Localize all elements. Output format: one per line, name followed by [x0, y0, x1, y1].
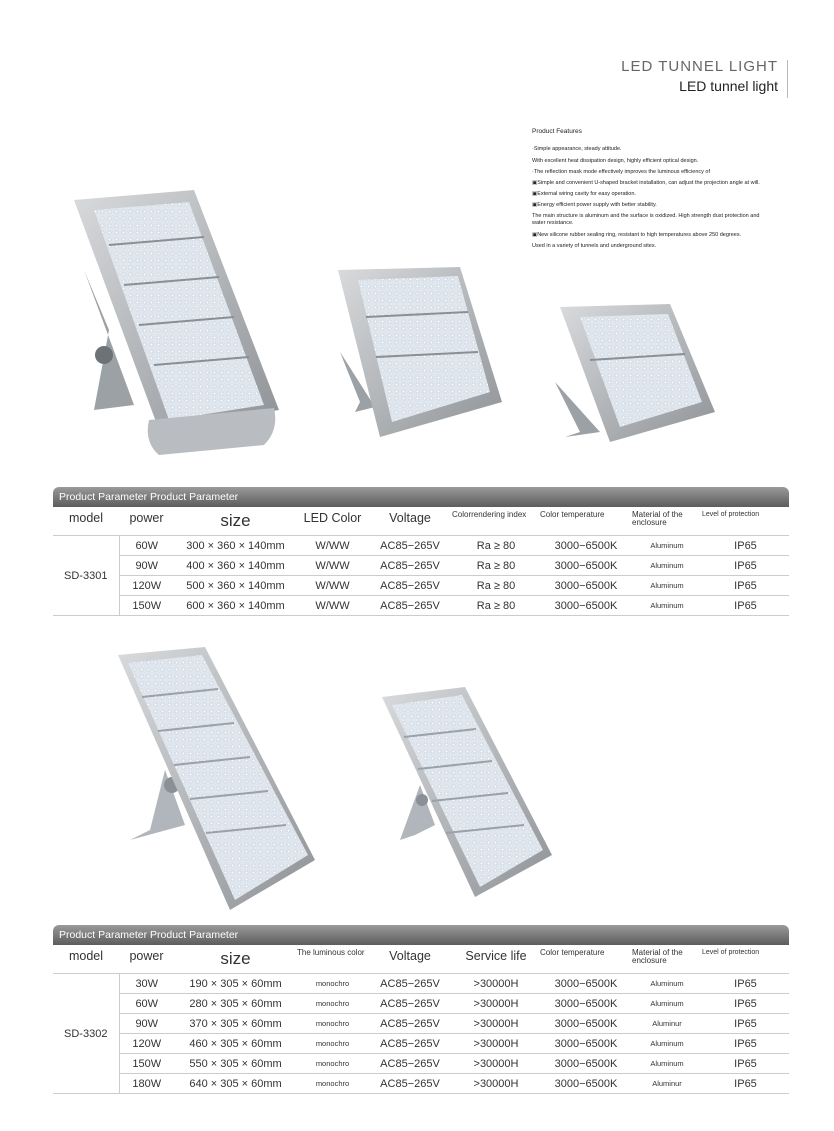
temp-cell: 3000−6500K	[540, 536, 632, 556]
protection-cell: IP65	[702, 1074, 789, 1094]
table-row	[53, 1034, 789, 1054]
table2-header-row	[53, 947, 789, 974]
size-cell: 370 × 305 × 60mm	[174, 1014, 297, 1034]
protection-cell: IP65	[702, 994, 789, 1014]
temp-cell: 3000−6500K	[540, 1054, 632, 1074]
voltage-cell: AC85−265V	[368, 994, 452, 1014]
temp-cell: 3000−6500K	[540, 974, 632, 994]
table-row	[53, 1054, 789, 1074]
table-row	[53, 536, 789, 556]
material-cell: Aluminum	[632, 994, 702, 1014]
protection-cell: IP65	[702, 974, 789, 994]
col-protection: Level of protection	[702, 509, 789, 536]
voltage-cell: AC85−265V	[368, 536, 452, 556]
size-cell: 640 × 305 × 60mm	[174, 1074, 297, 1094]
material-cell: Aluminum	[632, 596, 702, 616]
size-cell: 190 × 305 × 60mm	[174, 974, 297, 994]
feature-item: ▣New silicone rubber sealing ring, resistant to high temperatures above 250 degrees.	[532, 231, 742, 238]
table-row	[53, 556, 789, 576]
voltage-cell: AC85−265V	[368, 556, 452, 576]
col-power: power	[119, 509, 174, 536]
size-cell: 400 × 360 × 140mm	[174, 556, 297, 576]
product-photo-module-medium	[380, 685, 555, 900]
life-cell: >30000H	[452, 1014, 540, 1034]
led-cell: W/WW	[297, 556, 368, 576]
cri-cell: Ra ≥ 80	[452, 596, 540, 616]
size-cell: 500 × 360 × 140mm	[174, 576, 297, 596]
product-features	[532, 128, 772, 254]
temp-cell: 3000−6500K	[540, 596, 632, 616]
col-voltage: Voltage	[368, 947, 452, 974]
col-voltage: Voltage	[368, 509, 452, 536]
page-header	[621, 58, 778, 94]
table-row	[53, 1014, 789, 1034]
protection-cell: IP65	[702, 556, 789, 576]
col-model: model	[53, 509, 119, 536]
temp-cell: 3000−6500K	[540, 1014, 632, 1034]
protection-cell: IP65	[702, 596, 789, 616]
table2-title: Product Parameter Product Parameter	[59, 929, 239, 941]
header-divider	[787, 60, 788, 98]
life-cell: >30000H	[452, 1054, 540, 1074]
col-material: Material of the enclosure	[632, 947, 702, 974]
table-row	[53, 596, 789, 616]
voltage-cell: AC85−265V	[368, 974, 452, 994]
temp-cell: 3000−6500K	[540, 1074, 632, 1094]
life-cell: >30000H	[452, 1074, 540, 1094]
table1-header-row	[53, 509, 789, 536]
protection-cell: IP65	[702, 1054, 789, 1074]
feature-item: ▣External wiring cavity for easy operation.	[532, 191, 636, 197]
table-row	[53, 576, 789, 596]
table-row	[53, 1074, 789, 1094]
protection-cell: IP65	[702, 536, 789, 556]
power-cell: 120W	[119, 576, 174, 596]
led-cell: W/WW	[297, 576, 368, 596]
power-cell: 150W	[119, 1054, 174, 1074]
luminous-cell: monochro	[297, 974, 368, 994]
voltage-cell: AC85−265V	[368, 1014, 452, 1034]
material-cell: Aluminum	[632, 1034, 702, 1054]
col-size: size	[174, 947, 297, 974]
power-cell: 30W	[119, 974, 174, 994]
power-cell: 60W	[119, 994, 174, 1014]
luminous-cell: monochro	[297, 1074, 368, 1094]
luminous-cell: monochro	[297, 1014, 368, 1034]
table1-spec	[53, 509, 789, 616]
col-material: Material of the enclosure	[632, 509, 702, 536]
voltage-cell: AC85−265V	[368, 576, 452, 596]
voltage-cell: AC85−265V	[368, 1034, 452, 1054]
power-cell: 120W	[119, 1034, 174, 1054]
led-cell: W/WW	[297, 536, 368, 556]
size-cell: 300 × 360 × 140mm	[174, 536, 297, 556]
col-service-life: Service life	[452, 947, 540, 974]
temp-cell: 3000−6500K	[540, 994, 632, 1014]
feature-item: The main structure is aluminum and the surface is oxidized. High strength dust protection and water resistance.	[532, 213, 760, 227]
temp-cell: 3000−6500K	[540, 556, 632, 576]
power-cell: 90W	[119, 556, 174, 576]
features-title: Product Features	[532, 128, 582, 135]
col-power: power	[119, 947, 174, 974]
life-cell: >30000H	[452, 974, 540, 994]
material-cell: Aluminur	[632, 1074, 702, 1094]
feature-item: With excellent heat dissipation design, highly efficient optical design.	[532, 157, 699, 164]
life-cell: >30000H	[452, 994, 540, 1014]
col-luminous-color: The luminous color	[297, 947, 368, 974]
power-cell: 180W	[119, 1074, 174, 1094]
col-temp: Color temperature	[540, 509, 632, 536]
luminous-cell: monochro	[297, 1054, 368, 1074]
size-cell: 600 × 360 × 140mm	[174, 596, 297, 616]
material-cell: Aluminum	[632, 536, 702, 556]
cri-cell: Ra ≥ 80	[452, 536, 540, 556]
feature-item: ▣Simple and convenient U-shaped bracket installation, can adjust the projection angle at will.	[532, 179, 760, 186]
temp-cell: 3000−6500K	[540, 1034, 632, 1054]
product-photo-small	[550, 302, 720, 452]
col-model: model	[53, 947, 119, 974]
life-cell: >30000H	[452, 1034, 540, 1054]
col-cri: Colorrendering index	[452, 509, 540, 536]
model-cell: SD-3301	[53, 536, 119, 616]
protection-cell: IP65	[702, 576, 789, 596]
model-cell: SD-3302	[53, 974, 119, 1094]
luminous-cell: monochro	[297, 994, 368, 1014]
voltage-cell: AC85−265V	[368, 1054, 452, 1074]
size-cell: 460 × 305 × 60mm	[174, 1034, 297, 1054]
size-cell: 550 × 305 × 60mm	[174, 1054, 297, 1074]
luminous-cell: monochro	[297, 1034, 368, 1054]
table-row	[53, 974, 789, 994]
protection-cell: IP65	[702, 1014, 789, 1034]
material-cell: Aluminum	[632, 1054, 702, 1074]
size-cell: 280 × 305 × 60mm	[174, 994, 297, 1014]
power-cell: 150W	[119, 596, 174, 616]
feature-item: ▣Energy efficient power supply with better stability.	[532, 202, 657, 209]
feature-item: ·The reflection mask mode effectively improves the luminous efficiency of	[532, 168, 711, 175]
table2-spec	[53, 947, 789, 1094]
power-cell: 60W	[119, 536, 174, 556]
material-cell: Aluminur	[632, 1014, 702, 1034]
col-temp: Color temperature	[540, 947, 632, 974]
table2-title-bar	[53, 925, 789, 945]
product-photo-module-large	[110, 645, 325, 915]
table1-title-bar	[53, 487, 789, 507]
material-cell: Aluminum	[632, 974, 702, 994]
voltage-cell: AC85−265V	[368, 596, 452, 616]
material-cell: Aluminum	[632, 576, 702, 596]
table-row	[53, 994, 789, 1014]
protection-cell: IP65	[702, 1034, 789, 1054]
col-protection: Level of protection	[702, 947, 789, 974]
col-led-color: LED Color	[297, 509, 368, 536]
temp-cell: 3000−6500K	[540, 576, 632, 596]
feature-item: ·Simple appearance, steady attitude.	[532, 146, 622, 153]
led-cell: W/WW	[297, 596, 368, 616]
table1-title: Product Parameter Product Parameter	[59, 491, 239, 503]
product-photo-medium	[330, 262, 505, 447]
material-cell: Aluminum	[632, 556, 702, 576]
title-sub: LED tunnel light	[679, 78, 778, 94]
cri-cell: Ra ≥ 80	[452, 556, 540, 576]
title-en: LED TUNNEL LIGHT	[621, 58, 778, 75]
voltage-cell: AC85−265V	[368, 1074, 452, 1094]
product-photo-large	[64, 180, 279, 460]
col-size: size	[174, 509, 297, 536]
power-cell: 90W	[119, 1014, 174, 1034]
cri-cell: Ra ≥ 80	[452, 576, 540, 596]
feature-item: Used in a variety of tunnels and underground sites.	[532, 242, 657, 249]
